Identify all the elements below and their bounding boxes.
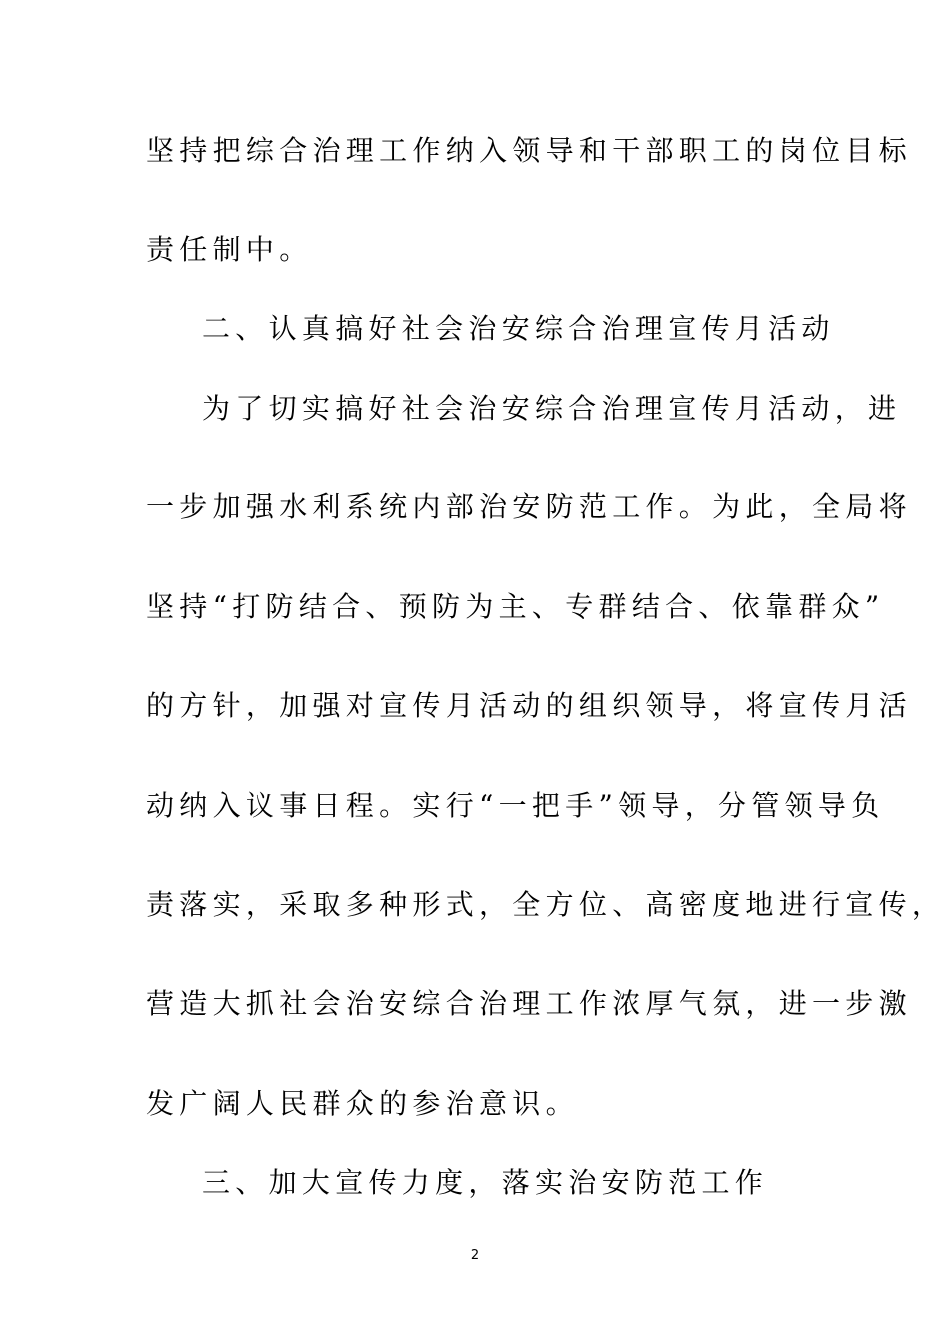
- text-line-4: 为了切实搞好社会治安综合治理宣传月活动，进: [202, 392, 902, 425]
- text-line-10: 营造大抓社会治安综合治理工作浓厚气氛，进一步激: [146, 987, 912, 1020]
- text-line-8: 动纳入议事日程。实行“一把手”领导，分管领导负: [146, 789, 885, 822]
- text-line-5: 一步加强水利系统内部治安防范工作。为此，全局将: [146, 490, 912, 523]
- text-line-11: 发广阔人民群众的参治意识。: [146, 1087, 579, 1120]
- text-line-9: 责落实，采取多种形式，全方位、高密度地进行宣传，: [146, 888, 946, 921]
- text-line-6: 坚持“打防结合、预防为主、专群结合、依靠群众”: [146, 590, 885, 623]
- text-line-1: 坚持把综合治理工作纳入领导和干部职工的岗位目标: [146, 134, 912, 167]
- page-number: 2: [470, 1248, 480, 1263]
- text-line-2: 责任制中。: [146, 233, 313, 266]
- section-heading-2: 二、认真搞好社会治安综合治理宣传月活动: [202, 312, 835, 345]
- section-heading-3: 三、加大宣传力度，落实治安防范工作: [202, 1166, 769, 1199]
- text-line-7: 的方针，加强对宣传月活动的组织领导，将宣传月活: [146, 689, 912, 722]
